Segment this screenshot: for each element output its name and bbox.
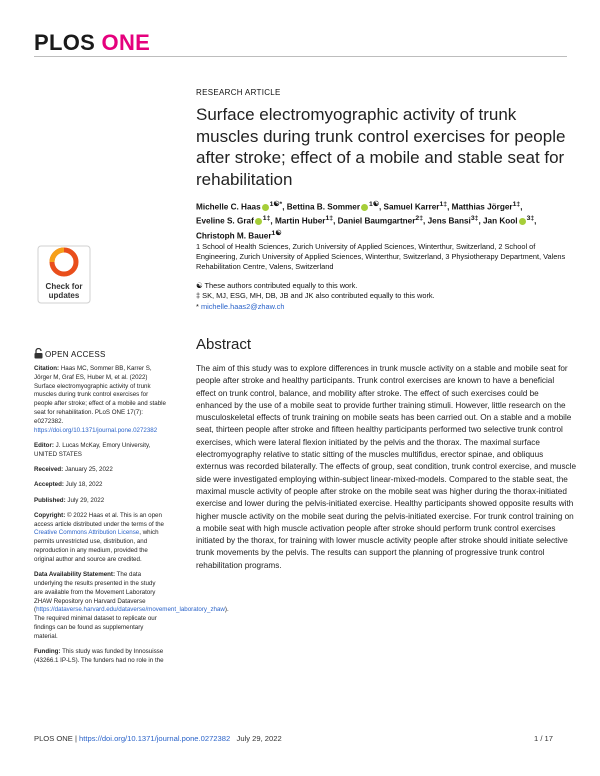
author-kool-affil: 3‡	[526, 215, 535, 223]
citation-block	[34, 365, 166, 435]
dataverse-link[interactable]: https://dataverse.harvard.edu/dataverse/movement_laboratory_zhaw	[36, 606, 225, 614]
footer-doi-link[interactable]: https://doi.org/10.1371/journal.pone.0272382	[79, 734, 231, 743]
note-equal-contribution: ☯ These authors contributed equally to this work.	[196, 281, 358, 290]
badge-line2: updates	[48, 291, 80, 300]
editor-block	[34, 442, 166, 460]
orcid-icon[interactable]	[361, 204, 368, 211]
author-bauer[interactable]: Christoph M. Bauer	[196, 231, 272, 241]
author-kool[interactable]: , Jan Kool	[478, 217, 518, 227]
copyright-text-end: , which permits unrestricted use, distribution, and reproduction in any medium, provided the original author and source are credited.	[34, 529, 159, 563]
section-label: RESEARCH ARTICLE	[196, 88, 281, 97]
header-rule	[34, 56, 567, 57]
accepted-label: Accepted:	[34, 481, 64, 489]
license-link[interactable]: Creative Commons Attribution License	[34, 529, 140, 537]
copyright-text: © 2022 Haas et al. This is an open access article distributed under the terms of the	[34, 511, 165, 528]
author-bauer-affil: 1☯	[271, 229, 282, 237]
open-access	[34, 348, 106, 359]
data-availability-label: Data Availability Statement:	[34, 571, 116, 579]
check-for-updates-label[interactable]	[37, 282, 91, 300]
footer-separator: |	[72, 734, 80, 743]
citation-label: Citation:	[34, 365, 60, 372]
author-graf-affil: 1‡	[262, 215, 271, 223]
author-baumgartner-affil: 2‡	[415, 215, 424, 223]
author-karrer-affil: 1‡	[439, 201, 448, 208]
citation-doi-link[interactable]: https://doi.org/10.1371/journal.pone.0272382	[34, 426, 158, 434]
note-also-contributed: ‡ SK, MJ, ESG, MH, DB, JB and JK also contributed equally to this work.	[196, 291, 435, 301]
affiliations: 1 School of Health Sciences, Zurich University of Applied Sciences, Winterthur, Switzerland, 2 School of Engineering, Zurich University of Applied Sciences, Winterthur, Switzerland, 3 Physiotherapy Department, Valens Rehabilitation Centre, Valens, Switzerland	[196, 242, 566, 272]
author-karrer[interactable]: , Samuel Karrer	[378, 202, 440, 212]
published-label: Published:	[34, 496, 66, 504]
accepted-block	[34, 481, 166, 490]
open-lock-icon	[34, 348, 43, 359]
editor-text: J. Lucas McKay, Emory University, UNITED STATES	[34, 441, 151, 458]
citation-text: Haas MC, Sommer BB, Karrer S, Jörger M, Graf ES, Huber M, et al. (2022) Surface electromyographic activity of trunk muscles during trunk control exercises for people after stroke; effect of a mobile and stable seat for rehabilitation. PLoS ONE 17(7): e0272382.	[34, 365, 166, 425]
email-star: *	[196, 301, 201, 311]
open-access-label: OPEN ACCESS	[45, 350, 106, 359]
accepted-date: July 18, 2022	[65, 481, 103, 489]
author-haas-affil: 1☯*	[269, 201, 283, 208]
published-date: July 29, 2022	[67, 496, 105, 504]
received-date: January 25, 2022	[64, 465, 113, 473]
author-jorger[interactable]: , Matthias Jörger	[447, 202, 513, 212]
abstract-heading: Abstract	[196, 336, 252, 353]
data-availability-text: The data underlying the results presented in the study are available from the Movement Laboratory ZHAW Repository on Harvard Dataverse (	[34, 571, 156, 614]
author-haas[interactable]: Michelle C. Haas	[196, 202, 261, 212]
corresponding-email-link[interactable]: michelle.haas2@zhaw.ch	[200, 301, 285, 311]
author-baumgartner[interactable]: , Daniel Baumgartner	[333, 217, 416, 227]
funding-text: This study was funded by Innosuisse (43266.1 IP-LS). The funders had no role in the	[34, 648, 164, 664]
author-graf[interactable]: Eveline S. Graf	[196, 217, 254, 227]
data-availability-text-end: ). The required minimal dataset to replicate our findings can be found as supplementary material.	[34, 606, 229, 640]
page-footer	[34, 734, 282, 743]
footer-date: July 29, 2022	[236, 734, 282, 743]
author-jorger-affil: 1‡	[512, 201, 521, 208]
received-block	[34, 466, 166, 475]
author-sommer[interactable]: , Bettina B. Sommer	[282, 202, 361, 212]
author-sommer-affil: 1☯	[369, 201, 379, 208]
author-bansi[interactable]: , Jens Bansi	[423, 217, 471, 227]
editor-label: Editor:	[34, 441, 54, 449]
copyright-label: Copyright:	[34, 511, 66, 519]
author-huber-affil: 1‡	[325, 215, 334, 223]
funding-label: Funding:	[34, 648, 61, 656]
article-sidebar	[34, 365, 229, 672]
orcid-icon[interactable]	[255, 218, 262, 225]
logo-plos: PLOS	[34, 30, 96, 55]
copyright-block	[34, 512, 166, 565]
received-label: Received:	[34, 465, 64, 473]
logo-one: ONE	[101, 30, 151, 55]
author-notes	[196, 281, 576, 312]
author-bansi-affil: 3‡	[470, 215, 479, 223]
data-availability-block	[34, 571, 229, 641]
orcid-icon[interactable]	[519, 218, 526, 225]
orcid-icon[interactable]	[262, 204, 269, 211]
funding-block	[34, 648, 166, 666]
footer-journal: PLOS ONE	[34, 734, 73, 743]
published-block	[34, 497, 166, 506]
author-list: Michelle C. Haas $^{1☯*}$, Bettina B. Sommer $^{1☯}$, Samuel Karrer$^{1\ddagger}$, Matthias Jörger$^{1\ddagger}$, Eveline S. Graf $^{1\ddagger}$, Martin Huber$^{1\ddagger}$, Daniel Baumgartner$^{2\ddagger}$, Jens Bansi$^{3\ddagger}$, Jan Kool $^{3\ddagger}$, Christoph M. Bauer$^{1☯}$	[196, 201, 537, 241]
badge-line1: Check for	[45, 282, 83, 291]
page-number: 1 / 17	[534, 734, 553, 743]
article-title: Surface electromyographic activity of trunk muscles during trunk control exercises for people after stroke; effect of a mobile and stable seat for rehabilitation	[196, 105, 566, 189]
note-email	[196, 302, 576, 312]
journal-logo	[34, 30, 150, 56]
author-huber[interactable]: , Martin Huber	[270, 217, 326, 227]
abstract-body: The aim of this study was to explore differences in trunk muscle activity on a stable and mobile seat for people after stroke and healthy participants. Trunk control exercises are known to have a beneficial effect on trunk control, balance, and mobility after stroke. The effect of such exercises could be enhanced by the use of a mobile seat to provide further training stimuli. However, little research on the musculoskeletal effects of trunk training on mobile seats has been carried out. On a stable and a mobile seat, thirteen people after stroke and fifteen healthy participants performed two selective trunk control exercises, which were lateral flexion initiated by the pelvis and the thorax. The maximal surface electromyography relative to static sitting of the muscles multifidus, erector spinae, and obliquus externus was recorded bilaterally. The effects of group, seat condition, trunk control exercise, and muscle side were investigated employing within-subject linear-mixed-models. Compared to the stable seat, the maximal muscle activity of people after stroke on the mobile seat was higher during the thorax-initiated exercise and lower during the pelvis-initiated exercise. Healthy participants showed opposite results with higher muscle activity on the mobile seat during the pelvis-initiated exercise. For trunk control training on a mobile seat with high muscle activation people after stroke should perform trunk control exercises initiated by the thorax, for training with lower muscle activity people after stroke should initiate selective trunk movements by the pelvis. The results can support the planning of progressive trunk control rehabilitation programs.	[196, 364, 577, 570]
